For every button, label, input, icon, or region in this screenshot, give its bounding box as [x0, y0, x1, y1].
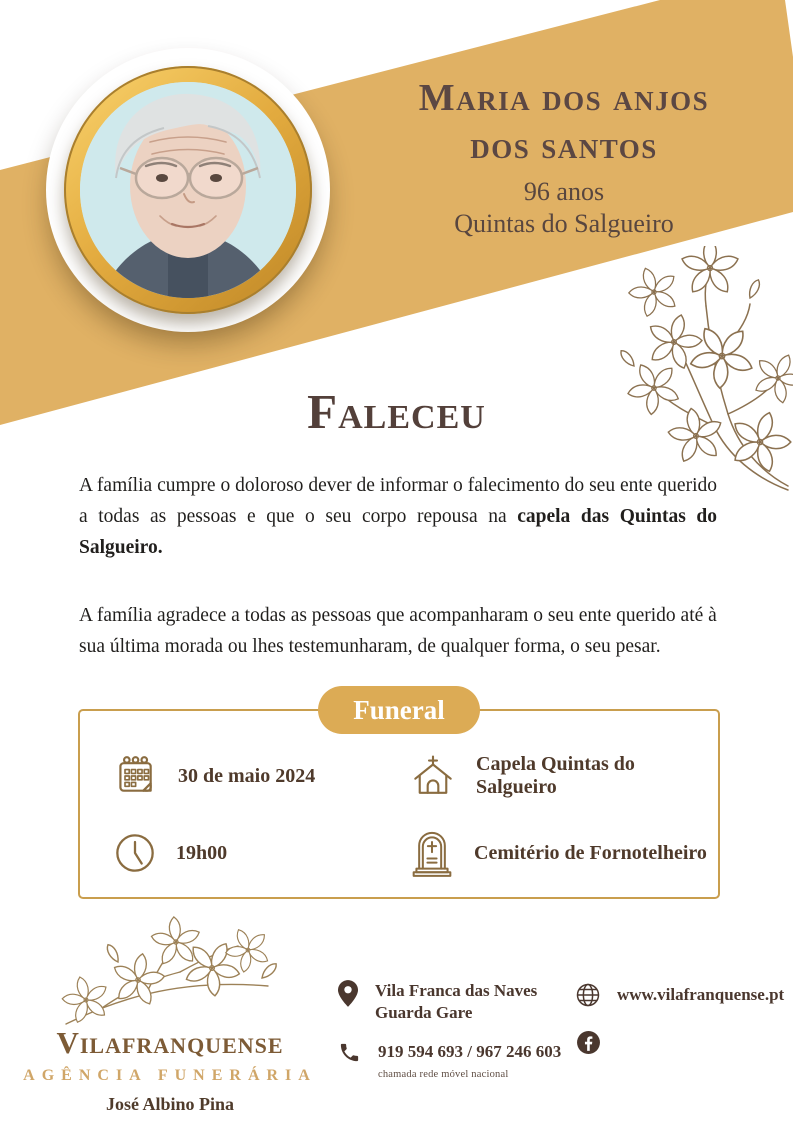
funeral-items-grid — [80, 711, 718, 877]
address-line2: Guarda Gare — [375, 1003, 473, 1022]
funeral-cemetery-item — [410, 829, 710, 877]
website-item[interactable] — [576, 983, 786, 1012]
website-url[interactable]: www.vilafranquense.pt — [617, 985, 785, 1004]
tombstone-icon — [410, 829, 454, 877]
funeral-chapel-item — [410, 753, 710, 799]
clock-icon — [114, 832, 156, 874]
facebook-icon[interactable] — [576, 1030, 601, 1060]
portrait-photo — [80, 82, 296, 298]
contact-column-address-phone — [338, 980, 573, 1086]
facebook-item[interactable] — [576, 1030, 786, 1060]
funeral-title-pill: Funeral — [318, 686, 480, 734]
agency-name: Vilafranquense — [56, 1025, 284, 1060]
funeral-date-item — [114, 753, 410, 799]
address-line1: Vila Franca das Naves — [375, 981, 538, 1000]
deceased-age: 96 anos — [523, 177, 605, 206]
address-item — [338, 980, 573, 1024]
calendar-icon — [114, 754, 158, 798]
agency-owner-name: José Albino Pina — [105, 1094, 235, 1115]
agency-logo-block — [14, 1026, 326, 1115]
funeral-time-item — [114, 829, 410, 877]
paragraph-1-bold: capela das Quintas do Salgueiro. — [79, 506, 717, 558]
deceased-name-line2: dos santos — [470, 125, 658, 167]
deceased-place: Quintas do Salgueiro — [454, 209, 674, 238]
phone-icon — [338, 1041, 361, 1069]
portrait-frame — [64, 66, 312, 314]
floral-logo-ornament-icon — [52, 916, 282, 1034]
paragraph-1-text: A família cumpre o doloroso dever de informar o falecimento do seu ente querido a todas as pessoas e que o seu corpo repousa na — [79, 475, 717, 527]
announcement-body — [79, 470, 717, 662]
contact-column-web-social — [576, 983, 786, 1060]
phone-item — [338, 1041, 573, 1086]
globe-icon — [576, 983, 600, 1012]
funeral-chapel-label: Capela Quintas do Salgueiro — [476, 753, 635, 798]
phone-note: chamada rede móvel nacional — [378, 1069, 509, 1080]
floral-ornament-icon — [610, 246, 793, 494]
funeral-details-box — [78, 694, 720, 899]
deceased-name-line1: Maria dos anjos — [418, 77, 710, 119]
phone-numbers: 919 594 693 / 967 246 603 — [378, 1042, 562, 1061]
paragraph-2: A família agradece a todas as pessoas que acompanharam o seu ente querido até à sua última morada ou lhes testemunharam, de qualquer forma, o seu pesar. — [79, 605, 717, 657]
headline-faleceu: Faleceu — [307, 384, 486, 439]
funeral-date-label: 30 de maio 2024 — [178, 764, 316, 787]
paragraph-1 — [79, 470, 717, 563]
church-icon — [410, 754, 456, 798]
banner-title-block — [350, 74, 778, 239]
location-pin-icon — [338, 980, 358, 1012]
funeral-time-label: 19h00 — [176, 841, 228, 864]
agency-subtitle: AGÊNCIA FUNERÁRIA — [23, 1067, 317, 1085]
funeral-cemetery-label: Cemitério de Fornotelheiro — [474, 841, 707, 864]
